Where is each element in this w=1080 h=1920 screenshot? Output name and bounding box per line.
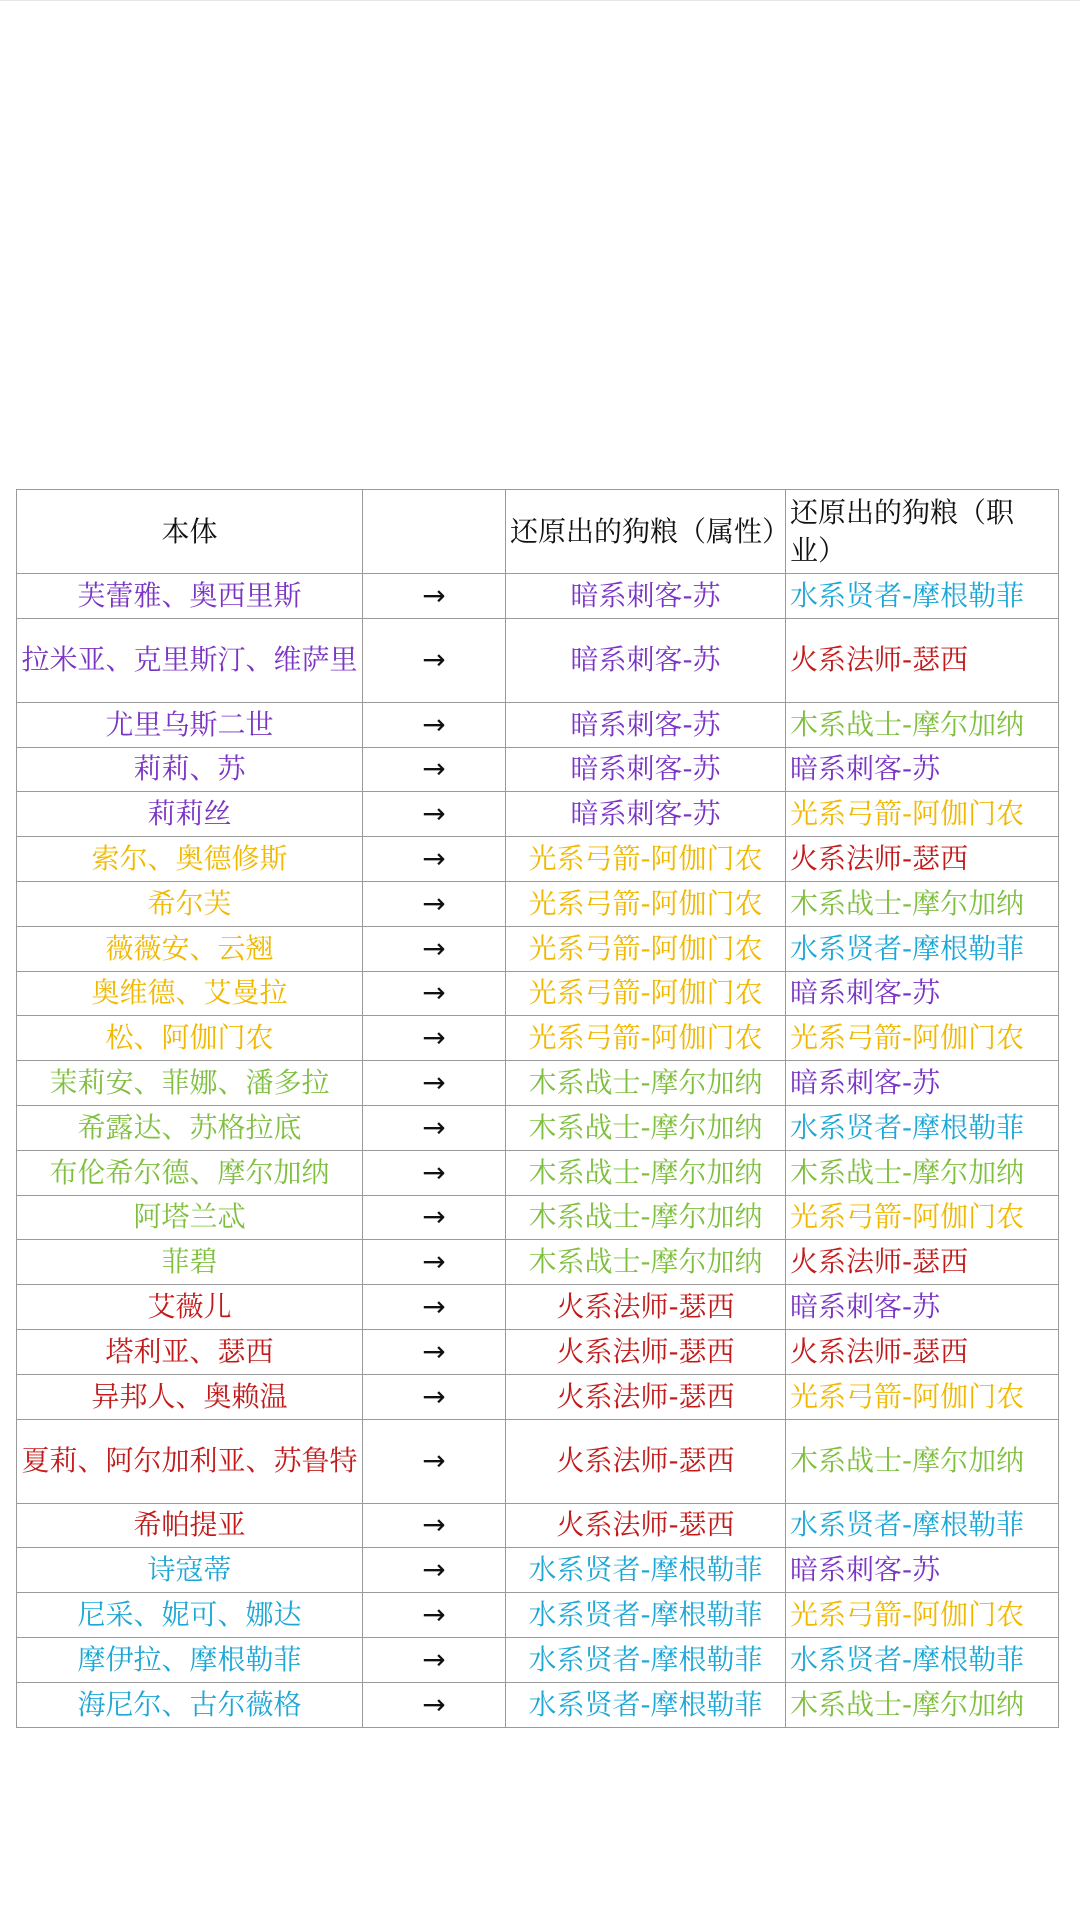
class-food-cell: 光系弓箭-阿伽门农 (786, 1195, 1059, 1240)
class-food-cell: 水系贤者-摩根勒菲 (786, 1503, 1059, 1548)
attribute-food-cell: 水系贤者-摩根勒菲 (506, 1593, 786, 1638)
table-row (17, 881, 1059, 926)
table-row (17, 1548, 1059, 1593)
original-character-cell: 夏莉、阿尔加利亚、苏鲁特 (17, 1419, 363, 1503)
table-row (17, 1374, 1059, 1419)
original-character-cell: 菲碧 (17, 1240, 363, 1285)
class-food-cell: 木系战士-摩尔加纳 (786, 1419, 1059, 1503)
arrow-cell: → (363, 747, 506, 792)
attribute-food-cell: 水系贤者-摩根勒菲 (506, 1637, 786, 1682)
arrow-cell: → (363, 1374, 506, 1419)
class-food-cell: 水系贤者-摩根勒菲 (786, 574, 1059, 619)
original-character-cell: 希尔芙 (17, 881, 363, 926)
attribute-food-cell: 火系法师-瑟西 (506, 1503, 786, 1548)
original-character-cell: 薇薇安、云翘 (17, 926, 363, 971)
attribute-food-cell: 暗系刺客-苏 (506, 574, 786, 619)
attribute-food-cell: 水系贤者-摩根勒菲 (506, 1548, 786, 1593)
arrow-cell: → (363, 971, 506, 1016)
original-character-cell: 芙蕾雅、奥西里斯 (17, 574, 363, 619)
arrow-cell: → (363, 1419, 506, 1503)
original-character-cell: 阿塔兰忒 (17, 1195, 363, 1240)
attribute-food-cell: 暗系刺客-苏 (506, 792, 786, 837)
attribute-food-cell: 水系贤者-摩根勒菲 (506, 1682, 786, 1727)
table-row (17, 1637, 1059, 1682)
header-original: 本体 (17, 490, 363, 574)
table-row (17, 1016, 1059, 1061)
class-food-cell: 火系法师-瑟西 (786, 1329, 1059, 1374)
attribute-food-cell: 木系战士-摩尔加纳 (506, 1195, 786, 1240)
class-food-cell: 火系法师-瑟西 (786, 618, 1059, 702)
arrow-cell: → (363, 574, 506, 619)
original-character-cell: 奥维德、艾曼拉 (17, 971, 363, 1016)
original-character-cell: 布伦希尔德、摩尔加纳 (17, 1150, 363, 1195)
class-food-cell: 火系法师-瑟西 (786, 1240, 1059, 1285)
arrow-cell: → (363, 881, 506, 926)
class-food-cell: 光系弓箭-阿伽门农 (786, 1374, 1059, 1419)
class-food-cell: 光系弓箭-阿伽门农 (786, 792, 1059, 837)
class-food-cell: 木系战士-摩尔加纳 (786, 1682, 1059, 1727)
table-row (17, 837, 1059, 882)
top-divider (0, 0, 1080, 1)
arrow-cell: → (363, 1637, 506, 1682)
attribute-food-cell: 光系弓箭-阿伽门农 (506, 881, 786, 926)
attribute-food-cell: 暗系刺客-苏 (506, 702, 786, 747)
arrow-cell: → (363, 1105, 506, 1150)
table-row (17, 1682, 1059, 1727)
original-character-cell: 塔利亚、瑟西 (17, 1329, 363, 1374)
header-row (17, 490, 1059, 574)
attribute-food-cell: 木系战士-摩尔加纳 (506, 1061, 786, 1106)
table-row (17, 1195, 1059, 1240)
original-character-cell: 海尼尔、古尔薇格 (17, 1682, 363, 1727)
class-food-cell: 水系贤者-摩根勒菲 (786, 926, 1059, 971)
arrow-cell: → (363, 1195, 506, 1240)
header-class-food: 还原出的狗粮（职业） (786, 490, 1059, 574)
header-attribute-food: 还原出的狗粮（属性） (506, 490, 786, 574)
arrow-cell: → (363, 1240, 506, 1285)
table-row (17, 618, 1059, 702)
original-character-cell: 希帕提亚 (17, 1503, 363, 1548)
table-row (17, 702, 1059, 747)
arrow-cell: → (363, 618, 506, 702)
table-row (17, 1150, 1059, 1195)
class-food-cell: 水系贤者-摩根勒菲 (786, 1105, 1059, 1150)
class-food-cell: 木系战士-摩尔加纳 (786, 881, 1059, 926)
original-character-cell: 异邦人、奥赖温 (17, 1374, 363, 1419)
arrow-cell: → (363, 1329, 506, 1374)
arrow-cell: → (363, 702, 506, 747)
original-character-cell: 尼采、妮可、娜达 (17, 1593, 363, 1638)
table-row (17, 792, 1059, 837)
class-food-cell: 水系贤者-摩根勒菲 (786, 1637, 1059, 1682)
attribute-food-cell: 光系弓箭-阿伽门农 (506, 926, 786, 971)
arrow-cell: → (363, 926, 506, 971)
original-character-cell: 摩伊拉、摩根勒菲 (17, 1637, 363, 1682)
class-food-cell: 暗系刺客-苏 (786, 1548, 1059, 1593)
class-food-cell: 木系战士-摩尔加纳 (786, 1150, 1059, 1195)
class-food-cell: 暗系刺客-苏 (786, 1285, 1059, 1330)
attribute-food-cell: 火系法师-瑟西 (506, 1329, 786, 1374)
original-character-cell: 索尔、奥德修斯 (17, 837, 363, 882)
original-character-cell: 尤里乌斯二世 (17, 702, 363, 747)
attribute-food-cell: 木系战士-摩尔加纳 (506, 1150, 786, 1195)
table-row (17, 1061, 1059, 1106)
mapping-table (16, 489, 1059, 1728)
table-row (17, 1329, 1059, 1374)
table-row (17, 747, 1059, 792)
table-row (17, 1593, 1059, 1638)
table-row (17, 574, 1059, 619)
table-body (17, 574, 1059, 1728)
arrow-cell: → (363, 1285, 506, 1330)
original-character-cell: 茉莉安、菲娜、潘多拉 (17, 1061, 363, 1106)
arrow-cell: → (363, 1061, 506, 1106)
arrow-cell: → (363, 1682, 506, 1727)
header-arrow (363, 490, 506, 574)
class-food-cell: 暗系刺客-苏 (786, 747, 1059, 792)
class-food-cell: 暗系刺客-苏 (786, 1061, 1059, 1106)
attribute-food-cell: 火系法师-瑟西 (506, 1285, 786, 1330)
original-character-cell: 松、阿伽门农 (17, 1016, 363, 1061)
table-row (17, 1419, 1059, 1503)
arrow-cell: → (363, 1548, 506, 1593)
class-food-cell: 暗系刺客-苏 (786, 971, 1059, 1016)
original-character-cell: 艾薇儿 (17, 1285, 363, 1330)
table-row (17, 926, 1059, 971)
attribute-food-cell: 火系法师-瑟西 (506, 1419, 786, 1503)
class-food-cell: 光系弓箭-阿伽门农 (786, 1593, 1059, 1638)
arrow-cell: → (363, 837, 506, 882)
table-row (17, 1105, 1059, 1150)
arrow-cell: → (363, 1016, 506, 1061)
attribute-food-cell: 火系法师-瑟西 (506, 1374, 786, 1419)
table-row (17, 1240, 1059, 1285)
class-food-cell: 木系战士-摩尔加纳 (786, 702, 1059, 747)
attribute-food-cell: 暗系刺客-苏 (506, 618, 786, 702)
table-row (17, 971, 1059, 1016)
table-row (17, 1285, 1059, 1330)
arrow-cell: → (363, 1593, 506, 1638)
attribute-food-cell: 木系战士-摩尔加纳 (506, 1105, 786, 1150)
attribute-food-cell: 木系战士-摩尔加纳 (506, 1240, 786, 1285)
class-food-cell: 火系法师-瑟西 (786, 837, 1059, 882)
arrow-cell: → (363, 1503, 506, 1548)
attribute-food-cell: 暗系刺客-苏 (506, 747, 786, 792)
class-food-cell: 光系弓箭-阿伽门农 (786, 1016, 1059, 1061)
original-character-cell: 希露达、苏格拉底 (17, 1105, 363, 1150)
attribute-food-cell: 光系弓箭-阿伽门农 (506, 1016, 786, 1061)
table-row (17, 1503, 1059, 1548)
original-character-cell: 拉米亚、克里斯汀、维萨里 (17, 618, 363, 702)
attribute-food-cell: 光系弓箭-阿伽门农 (506, 971, 786, 1016)
arrow-cell: → (363, 792, 506, 837)
original-character-cell: 诗寇蒂 (17, 1548, 363, 1593)
original-character-cell: 莉莉丝 (17, 792, 363, 837)
arrow-cell: → (363, 1150, 506, 1195)
attribute-food-cell: 光系弓箭-阿伽门农 (506, 837, 786, 882)
original-character-cell: 莉莉、苏 (17, 747, 363, 792)
